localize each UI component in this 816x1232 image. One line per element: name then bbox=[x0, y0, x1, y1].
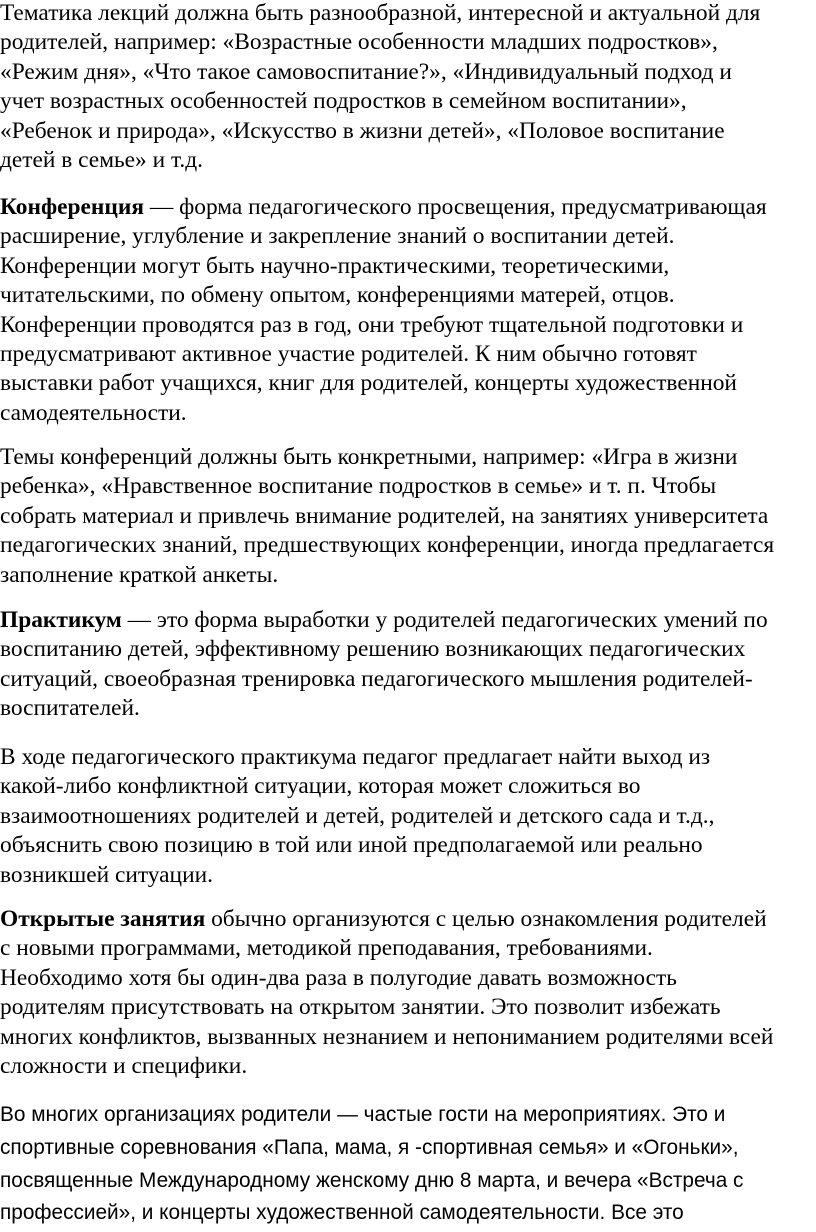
text-line: с новыми программами, методикой преподавания, требованиями. bbox=[0, 935, 653, 962]
term-conference: Конференция bbox=[0, 194, 145, 220]
paragraph-practicum bbox=[0, 606, 816, 724]
text-line: Конференции могут быть научно-практическими, теоретическими, bbox=[0, 252, 670, 279]
term-open-lessons: Открытые занятия bbox=[0, 906, 206, 932]
paragraph-conference-topics bbox=[0, 443, 816, 590]
text-line: ситуаций, своеобразная тренировка педагогического мышления родителей- bbox=[0, 665, 753, 692]
text-line: Тематика лекций должна быть разнообразной, интересной и актуальной для bbox=[0, 0, 761, 26]
text-line: «Ребенок и природа», «Искусство в жизни детей», «Половое воспитание bbox=[0, 117, 725, 144]
text-line: взаимоотношениях родителей и детей, родителей и детского сада и т.д., bbox=[0, 802, 715, 829]
text-line: «Режим дня», «Что такое самовоспитание?», «Индивидуальный подход и bbox=[0, 58, 732, 85]
paragraph-open-lessons bbox=[0, 905, 816, 1081]
text-line bbox=[0, 606, 816, 635]
paragraph-parent-events bbox=[0, 1099, 816, 1230]
text-line: профессией», и концерты художественной самодеятельности. Все это bbox=[0, 1201, 684, 1225]
text-line: педагогических знаний, предшествующих конференции, иногда предлагается bbox=[0, 532, 775, 559]
text-line: родителям присутствовать на открытом занятии. Это позволит избежать bbox=[0, 994, 721, 1021]
text-line: детей в семье» и т.д. bbox=[0, 146, 204, 173]
paragraph-lecture-topics bbox=[0, 0, 816, 175]
text-line: предусматривают активное участие родителей. К ним обычно готовят bbox=[0, 340, 697, 367]
text-line: ребенка», «Нравственное воспитание подростков в семье» и т. п. Чтобы bbox=[0, 473, 717, 500]
text-line: Темы конференций должны быть конкретными, например: «Игра в жизни bbox=[0, 444, 738, 470]
text-line: собрать материал и привлечь внимание родителей, на занятиях университета bbox=[0, 502, 769, 529]
text-line: Необходимо хотя бы один-два раза в полугодие давать возможность bbox=[0, 964, 677, 991]
text-line: самодеятельности. bbox=[0, 399, 187, 426]
text-line: возникшей ситуации. bbox=[0, 861, 213, 888]
text-line: Во многих организациях родители — частые гости на мероприятиях. Это и bbox=[0, 1103, 726, 1126]
text-line: выставки работ учащихся, книг для родителей, концерты художественной bbox=[0, 370, 737, 397]
text-line: заполнение краткой анкеты. bbox=[0, 561, 279, 588]
text-line: воспитанию детей, эффективному решению возникающих педагогических bbox=[0, 636, 746, 663]
text-line: спортивные соревнования «Папа, мама, я -спортивная семья» и «Огоньки», bbox=[0, 1135, 739, 1159]
text-line: посвященные Международному женскому дню 8 марта, и вечера «Встреча с bbox=[0, 1168, 744, 1192]
text-line: воспитателей. bbox=[0, 695, 140, 722]
paragraph-conference bbox=[0, 193, 816, 428]
term-definition: — форма педагогического просвещения, предусматривающая bbox=[144, 194, 767, 220]
text-line: какой-либо конфликтной ситуации, которая может сложиться во bbox=[0, 773, 641, 800]
text-line: Конференции проводятся раз в год, они требуют тщательной подготовки и bbox=[0, 311, 744, 338]
text-line: учет возрастных особенностей подростков в семейном воспитании», bbox=[0, 88, 687, 115]
text-line: сложности и специфики. bbox=[0, 1052, 248, 1079]
text-line: расширение, углубление и закрепление знаний о воспитании детей. bbox=[0, 223, 675, 250]
text-line: родителей, например: «Возрастные особенности младших подростков», bbox=[0, 29, 718, 56]
text-line: читательскими, по обмену опытом, конференциями матерей, отцов. bbox=[0, 282, 675, 309]
term-practicum: Практикум bbox=[0, 607, 122, 633]
paragraph-practicum-details bbox=[0, 743, 816, 890]
term-definition: обычно организуются с целью ознакомления родителей bbox=[205, 906, 767, 932]
text-line: многих конфликтов, вызванных незнанием и непониманием родителями всей bbox=[0, 1023, 774, 1050]
text-line: В ходе педагогического практикума педагог предлагает найти выход из bbox=[0, 744, 711, 770]
text-line bbox=[0, 193, 816, 222]
text-line: объяснить свою позицию в той или иной предполагаемой или реально bbox=[0, 832, 703, 859]
text-line bbox=[0, 905, 816, 934]
term-definition: — это форма выработки у родителей педагогических умений по bbox=[121, 607, 768, 633]
